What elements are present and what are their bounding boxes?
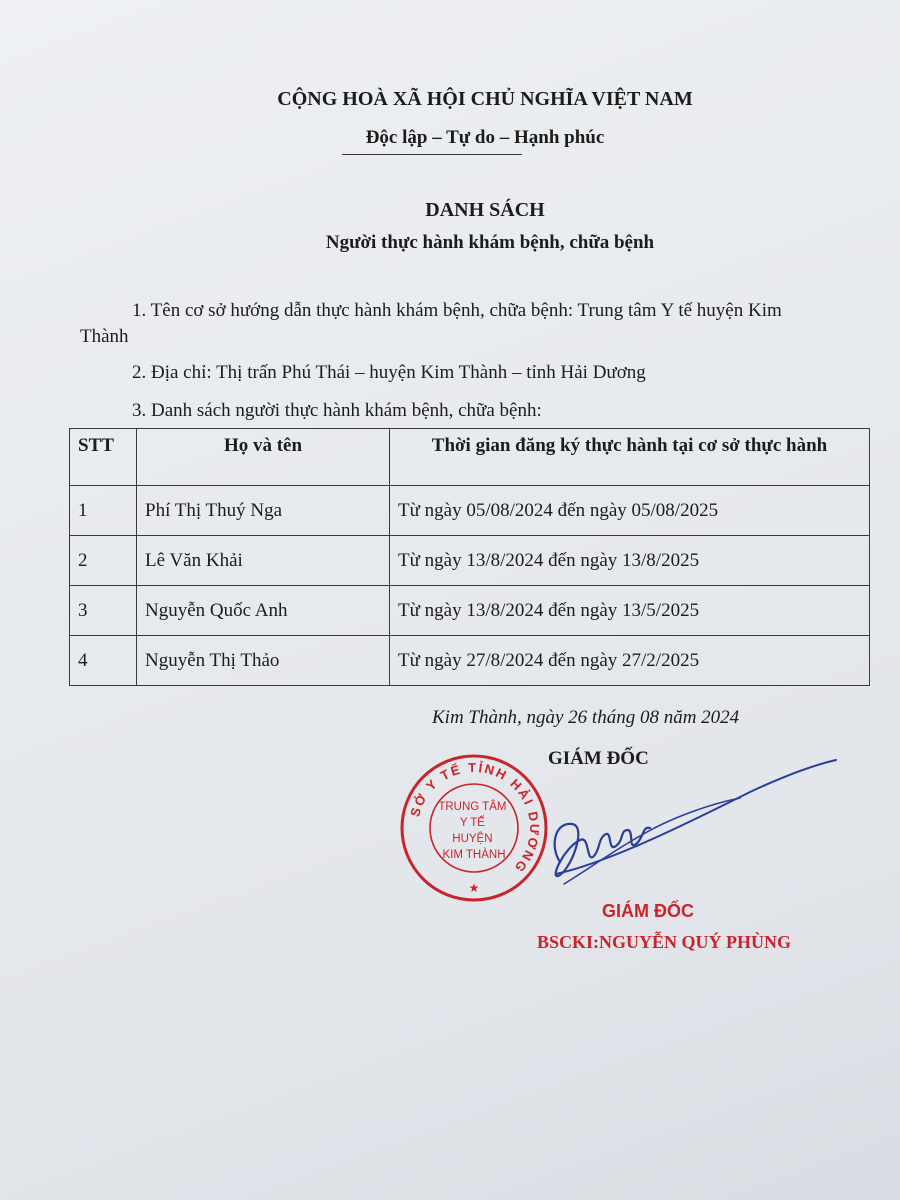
seal-line-1: TRUNG TÂM [438,801,507,813]
document-subtitle: Người thực hành khám bệnh, chữa bệnh [325,232,655,253]
cell-name: Phí Thị Thuý Nga [137,486,390,536]
cell-time: Từ ngày 13/8/2024 đến ngày 13/8/2025 [390,536,870,586]
list-intro-paragraph: 3. Danh sách người thực hành khám bệnh, chữa bệnh: [132,400,542,421]
signer-position: GIÁM ĐỐC [548,748,649,769]
handwritten-signature [520,752,840,902]
cell-time: Từ ngày 13/8/2024 đến ngày 13/5/2025 [390,586,870,636]
cell-stt: 3 [70,586,137,636]
facility-name-paragraph: 1. Tên cơ sở hướng dẫn thực hành khám bệnh, chữa bệnh: Trung tâm Y tế huyện Kim Thành [80,300,782,347]
cell-stt: 4 [70,636,137,686]
place-and-date: Kim Thành, ngày 26 tháng 08 năm 2024 [432,707,740,728]
signer-name: BSCKI:NGUYỄN QUÝ PHÙNG [537,932,792,952]
cell-stt: 2 [70,536,137,586]
stamp-position-label: GIÁM ĐỐC [602,901,694,921]
cell-time: Từ ngày 27/8/2024 đến ngày 27/2/2025 [390,636,870,686]
header-stt: STT [70,429,137,486]
cell-name: Nguyễn Thị Thảo [137,636,390,686]
practitioner-table [69,428,870,686]
table-row [70,536,870,586]
document-title: DANH SÁCH [425,199,545,221]
seal-line-2: Y TẾ [459,817,485,829]
table-row [70,486,870,536]
table-header-row [70,429,870,486]
header-time: Thời gian đăng ký thực hành tại cơ sở thực hành [390,429,870,486]
cell-name: Nguyễn Quốc Anh [137,586,390,636]
address-paragraph: 2. Địa chỉ: Thị trấn Phú Thái – huyện Kim Thành – tỉnh Hải Dương [132,362,646,383]
cell-time: Từ ngày 05/08/2024 đến ngày 05/08/2025 [390,486,870,536]
table-row [70,586,870,636]
cell-stt: 1 [70,486,137,536]
table-row [70,636,870,686]
national-title: CỘNG HOÀ XÃ HỘI CHỦ NGHĨA VIỆT NAM [277,88,693,110]
national-motto: Độc lập – Tự do – Hạnh phúc [365,127,605,148]
motto-underline [342,154,522,155]
seal-star-icon: ★ [468,881,480,895]
header-name: Họ và tên [137,429,390,486]
svg-text:TRUNG TÂM Y TẾ HUY [438,800,509,861]
seal-line-4: KIM THÀNH [442,849,506,861]
cell-name: Lê Văn Khải [137,536,390,586]
seal-line-3: HUYỆN [452,833,493,845]
seal-outer-text: SỞ Y TẾ TỈNH HẢI DƯƠNG [407,759,543,877]
